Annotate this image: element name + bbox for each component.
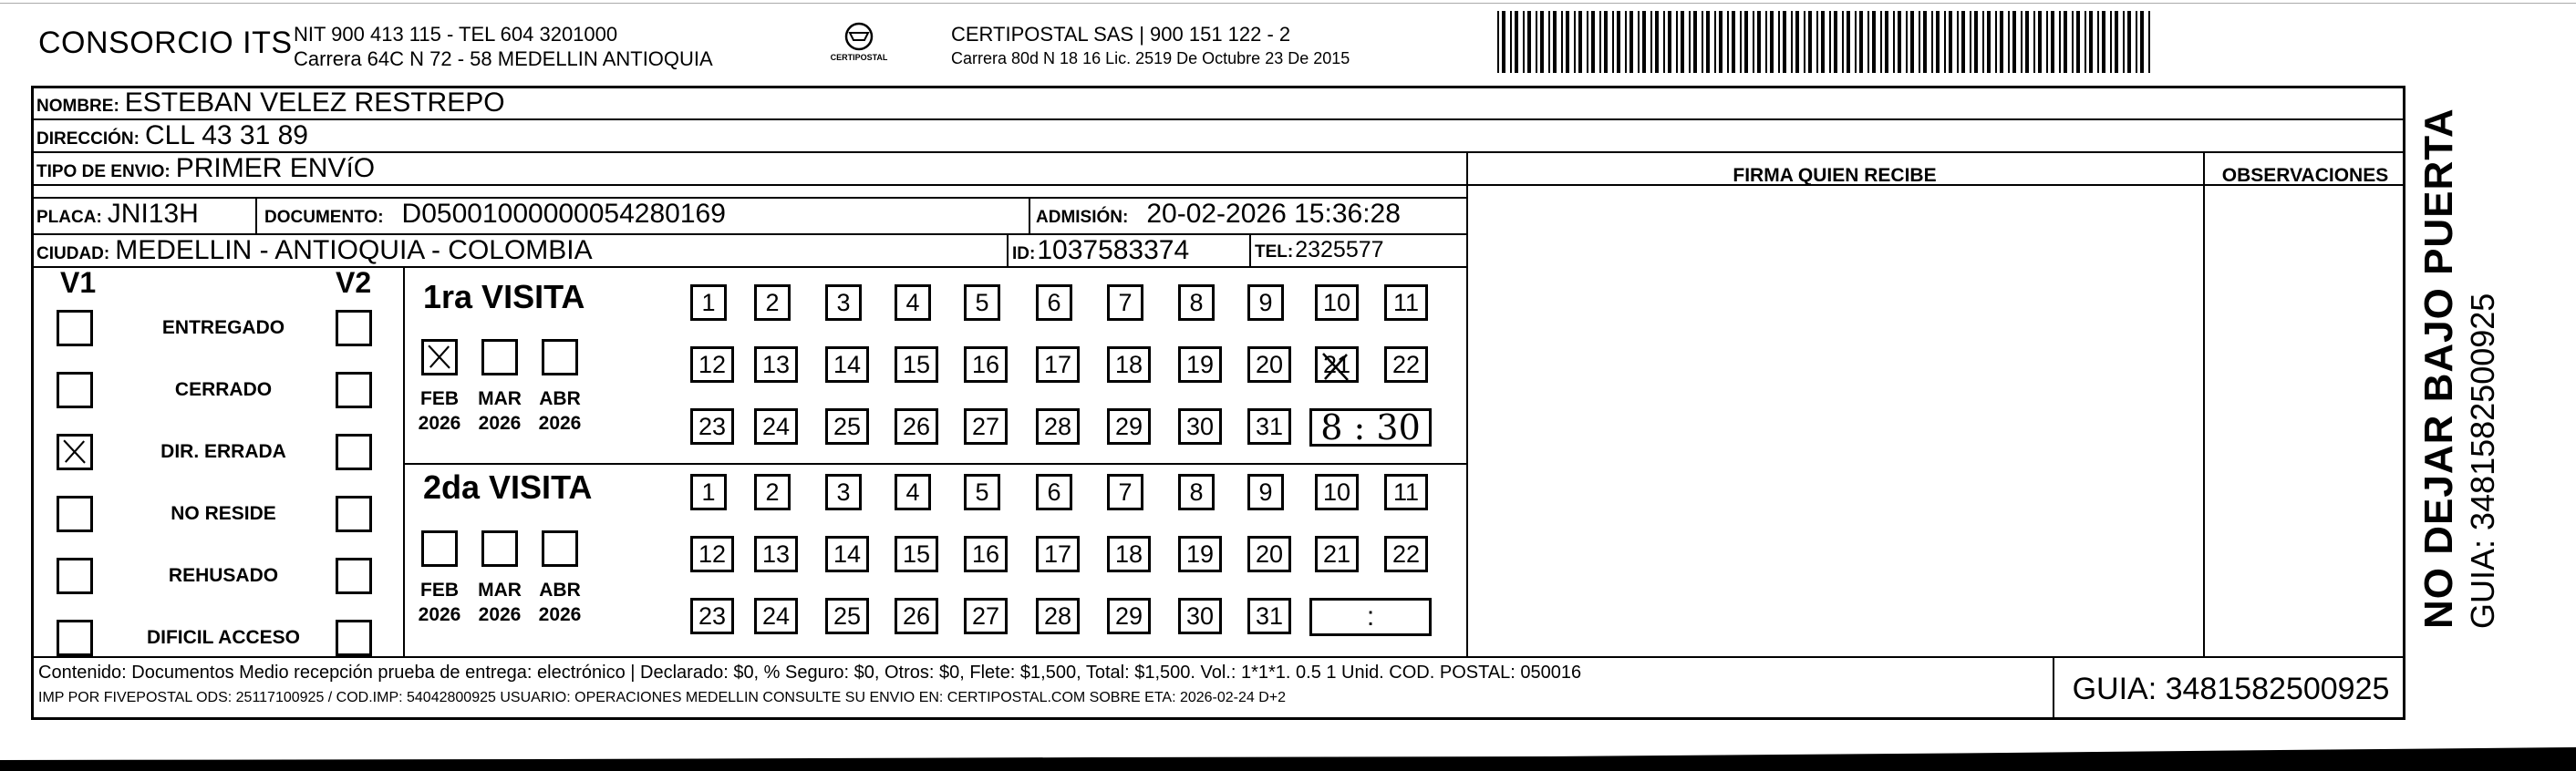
day-box[interactable] bbox=[1315, 536, 1359, 572]
day-number: 24 bbox=[761, 412, 791, 440]
nit-line: NIT 900 413 115 - TEL 604 3201000 bbox=[294, 23, 618, 46]
day-box[interactable] bbox=[1036, 598, 1080, 634]
day-number: 19 bbox=[1185, 540, 1215, 568]
day-box[interactable] bbox=[1178, 284, 1215, 321]
month-name: ABR bbox=[539, 580, 581, 601]
day-box[interactable] bbox=[754, 408, 798, 445]
admision-row bbox=[1036, 199, 1401, 230]
day-number: 7 bbox=[1118, 478, 1133, 506]
company-contact bbox=[294, 22, 713, 71]
day-box[interactable] bbox=[1178, 346, 1222, 383]
day-number: 31 bbox=[1255, 412, 1284, 440]
day-number: 20 bbox=[1255, 350, 1284, 378]
divider bbox=[255, 197, 257, 233]
tipo-envio-label: TIPO DE ENVIO: bbox=[36, 162, 171, 181]
day-number: 1 bbox=[701, 478, 716, 506]
placa-value: JNI13H bbox=[107, 199, 199, 229]
day-number: 4 bbox=[905, 478, 920, 506]
documento-row bbox=[264, 199, 726, 230]
status-label: ENTREGADO bbox=[161, 317, 285, 338]
month-year: 2026 bbox=[538, 413, 582, 434]
admision-label: ADMISIÓN: bbox=[1036, 208, 1129, 227]
v2-checkbox[interactable] bbox=[336, 434, 372, 470]
v2-header: V2 bbox=[336, 266, 372, 299]
day-box[interactable] bbox=[825, 408, 869, 445]
divider bbox=[403, 266, 405, 656]
day-box[interactable] bbox=[825, 284, 862, 321]
day-box[interactable] bbox=[690, 598, 734, 634]
month-label bbox=[474, 578, 525, 627]
day-number: 16 bbox=[971, 350, 1000, 378]
month-checkbox[interactable] bbox=[421, 339, 458, 375]
day-number: 17 bbox=[1043, 350, 1072, 378]
divider bbox=[1007, 233, 1009, 266]
day-number: 25 bbox=[833, 601, 862, 630]
documento-value: D05001000000054280169 bbox=[401, 199, 726, 229]
day-box[interactable] bbox=[690, 474, 727, 510]
x-mark-icon bbox=[424, 342, 455, 373]
month-checkbox[interactable] bbox=[421, 530, 458, 567]
month-label bbox=[414, 386, 465, 436]
day-box[interactable] bbox=[964, 598, 1008, 634]
day-number: 18 bbox=[1114, 540, 1143, 568]
day-box[interactable] bbox=[895, 474, 931, 510]
day-number: 14 bbox=[833, 540, 862, 568]
divider bbox=[31, 656, 2405, 658]
tel-value: 2325577 bbox=[1295, 237, 1384, 262]
month-year: 2026 bbox=[418, 413, 461, 434]
ciudad-row bbox=[36, 235, 593, 266]
day-box[interactable] bbox=[1107, 598, 1151, 634]
day-box[interactable] bbox=[1315, 474, 1359, 510]
divider bbox=[1249, 233, 1251, 266]
day-box[interactable] bbox=[1107, 536, 1151, 572]
day-number: 14 bbox=[833, 350, 862, 378]
day-box[interactable] bbox=[895, 598, 938, 634]
second-visit-time-value: : bbox=[1366, 601, 1375, 632]
month-year: 2026 bbox=[478, 604, 522, 625]
id-row bbox=[1012, 235, 1189, 266]
firma-header: FIRMA QUIEN RECIBE bbox=[1733, 165, 1937, 186]
day-number: 29 bbox=[1114, 601, 1143, 630]
day-box[interactable] bbox=[754, 536, 798, 572]
day-box[interactable] bbox=[1107, 474, 1143, 510]
address-line: Carrera 64C N 72 - 58 MEDELLIN ANTIOQUIA bbox=[294, 47, 713, 70]
day-box[interactable] bbox=[1178, 598, 1222, 634]
day-box[interactable] bbox=[1036, 536, 1080, 572]
v1-checkbox[interactable] bbox=[57, 310, 93, 346]
day-number: 18 bbox=[1114, 350, 1143, 378]
day-number: 28 bbox=[1043, 601, 1072, 630]
day-box[interactable] bbox=[895, 408, 938, 445]
day-number: 20 bbox=[1255, 540, 1284, 568]
day-box[interactable] bbox=[964, 346, 1008, 383]
day-box[interactable] bbox=[1036, 474, 1072, 510]
day-box[interactable] bbox=[1178, 536, 1222, 572]
day-box[interactable] bbox=[1315, 346, 1359, 383]
v1-header: V1 bbox=[60, 266, 97, 299]
certipostal-info bbox=[951, 22, 1350, 71]
nombre-label: NOMBRE: bbox=[36, 97, 119, 116]
day-number: 26 bbox=[902, 601, 931, 630]
day-number: 16 bbox=[971, 540, 1000, 568]
day-number: 30 bbox=[1185, 601, 1215, 630]
month-label bbox=[414, 578, 465, 627]
admision-value: 20-02-2026 15:36:28 bbox=[1146, 199, 1401, 229]
day-number: 31 bbox=[1255, 601, 1284, 630]
v2-checkbox[interactable] bbox=[336, 372, 372, 408]
day-number: 17 bbox=[1043, 540, 1072, 568]
day-box[interactable] bbox=[1036, 284, 1072, 321]
day-number: 23 bbox=[698, 412, 727, 440]
day-box[interactable] bbox=[754, 284, 791, 321]
x-mark-icon bbox=[1318, 349, 1354, 386]
month-name: FEB bbox=[420, 388, 459, 409]
day-number: 28 bbox=[1043, 412, 1072, 440]
second-visit-time bbox=[1309, 598, 1432, 636]
month-label bbox=[534, 578, 585, 627]
day-number: 11 bbox=[1392, 288, 1420, 316]
day-box[interactable] bbox=[964, 408, 1008, 445]
day-number: 4 bbox=[905, 288, 920, 316]
id-label: ID: bbox=[1012, 244, 1036, 263]
day-number: 22 bbox=[1391, 350, 1421, 378]
day-number: 3 bbox=[836, 288, 851, 316]
v1-checkbox[interactable] bbox=[57, 558, 93, 594]
v2-checkbox[interactable] bbox=[336, 558, 372, 594]
placa-row bbox=[36, 199, 199, 230]
divider bbox=[2203, 151, 2205, 656]
day-number: 19 bbox=[1185, 350, 1215, 378]
v2-checkbox[interactable] bbox=[336, 310, 372, 346]
day-box[interactable] bbox=[1384, 284, 1428, 321]
day-box[interactable] bbox=[895, 284, 931, 321]
day-box[interactable] bbox=[825, 474, 862, 510]
divider bbox=[31, 151, 2405, 153]
tipo-envio-value: PRIMER ENVíO bbox=[175, 153, 376, 183]
day-number: 23 bbox=[698, 601, 727, 630]
v2-checkbox[interactable] bbox=[336, 620, 372, 656]
direccion-label: DIRECCIÓN: bbox=[36, 129, 140, 149]
day-box[interactable] bbox=[1178, 408, 1222, 445]
day-box[interactable] bbox=[1315, 284, 1359, 321]
documento-label: DOCUMENTO: bbox=[264, 208, 384, 227]
day-box[interactable] bbox=[825, 536, 869, 572]
day-number: 8 bbox=[1189, 288, 1204, 316]
day-number: 5 bbox=[975, 288, 989, 316]
day-number: 15 bbox=[902, 540, 931, 568]
day-number: 8 bbox=[1189, 478, 1204, 506]
day-box[interactable] bbox=[1384, 346, 1428, 383]
day-box[interactable] bbox=[895, 536, 938, 572]
certipostal-line: CERTIPOSTAL SAS | 900 151 122 - 2 bbox=[951, 23, 1291, 46]
day-box[interactable] bbox=[895, 346, 938, 383]
month-year: 2026 bbox=[418, 604, 461, 625]
month-label bbox=[534, 386, 585, 436]
day-number: 21 bbox=[1322, 350, 1351, 378]
day-box[interactable] bbox=[1107, 408, 1151, 445]
month-checkbox[interactable] bbox=[481, 339, 518, 375]
tel-label: TEL: bbox=[1255, 242, 1294, 262]
status-label: NO RESIDE bbox=[171, 503, 276, 524]
day-box[interactable] bbox=[690, 536, 734, 572]
divider bbox=[31, 118, 2405, 120]
id-value: 1037583374 bbox=[1037, 235, 1190, 265]
day-box[interactable] bbox=[754, 598, 798, 634]
day-box[interactable] bbox=[1107, 284, 1143, 321]
day-number: 13 bbox=[761, 350, 791, 378]
day-number: 26 bbox=[902, 412, 931, 440]
v1-checkbox[interactable] bbox=[57, 620, 93, 656]
side-text bbox=[2416, 108, 2502, 629]
day-box[interactable] bbox=[964, 284, 1000, 321]
month-label bbox=[474, 386, 525, 436]
side-guia: GUIA: 3481582500925 bbox=[2464, 293, 2501, 629]
day-box[interactable] bbox=[1247, 408, 1291, 445]
v1-checkbox[interactable] bbox=[57, 372, 93, 408]
day-box[interactable] bbox=[964, 536, 1008, 572]
day-box[interactable] bbox=[690, 408, 734, 445]
day-number: 10 bbox=[1322, 478, 1351, 506]
day-number: 27 bbox=[971, 412, 1000, 440]
footer-imp: IMP POR FIVEPOSTAL ODS: 25117100925 / COD.IMP: 54042800925 USUARIO: OPERACIONES MEDELLIN CONSULTE SU ENVIO EN: CERTIPOSTAL.COM SOBRE ETA: 2026-02-24 D+2 bbox=[38, 690, 1287, 705]
first-visit-time bbox=[1309, 408, 1432, 447]
month-name: ABR bbox=[539, 388, 581, 409]
day-box[interactable] bbox=[1247, 598, 1291, 634]
first-visit-title: 1ra VISITA bbox=[423, 278, 585, 315]
day-number: 9 bbox=[1258, 288, 1273, 316]
certipostal-address: Carrera 80d N 18 16 Lic. 2519 De Octubre 23 De 2015 bbox=[951, 49, 1350, 67]
first-visit-time-value: 8 : 30 bbox=[1320, 407, 1421, 447]
v1-checkbox[interactable] bbox=[57, 496, 93, 532]
status-label: REHUSADO bbox=[168, 565, 279, 586]
tipo-envio-row bbox=[36, 153, 375, 184]
day-box[interactable] bbox=[825, 346, 869, 383]
divider bbox=[403, 463, 1467, 465]
day-box[interactable] bbox=[754, 474, 791, 510]
day-number: 27 bbox=[971, 601, 1000, 630]
second-visit-title: 2da VISITA bbox=[423, 468, 593, 506]
month-checkbox[interactable] bbox=[542, 339, 578, 375]
day-number: 10 bbox=[1322, 288, 1351, 316]
day-box[interactable] bbox=[964, 474, 1000, 510]
x-mark-icon bbox=[59, 437, 90, 468]
day-number: 7 bbox=[1118, 288, 1133, 316]
day-number: 6 bbox=[1047, 478, 1061, 506]
day-number: 6 bbox=[1047, 288, 1061, 316]
day-number: 12 bbox=[698, 540, 727, 568]
observaciones-header: OBSERVACIONES bbox=[2221, 165, 2389, 186]
month-year: 2026 bbox=[538, 604, 582, 625]
day-number: 2 bbox=[765, 478, 780, 506]
day-box[interactable] bbox=[1247, 536, 1291, 572]
status-label: CERRADO bbox=[174, 379, 273, 400]
day-number: 2 bbox=[765, 288, 780, 316]
tel-row bbox=[1255, 237, 1384, 263]
side-warning: NO DEJAR BAJO PUERTA bbox=[2416, 108, 2461, 629]
day-box[interactable] bbox=[690, 284, 727, 321]
divider bbox=[1029, 197, 1030, 233]
logo-text: CERTIPOSTAL bbox=[830, 53, 888, 62]
barcode bbox=[1497, 11, 2152, 73]
day-box[interactable] bbox=[1247, 474, 1284, 510]
day-number: 22 bbox=[1391, 540, 1421, 568]
day-number: 12 bbox=[698, 350, 727, 378]
day-number: 24 bbox=[761, 601, 791, 630]
footer-contents: Contenido: Documentos Medio recepción prueba de entrega: electrónico | Declarado: $0, % Seguro: $0, Otros: $0, Flete: $1,500, Total: $1,500. Vol.: 1*1*1. 0.5 1 Unid. COD. POSTAL: 050016 bbox=[38, 663, 1582, 683]
top-edge bbox=[0, 3, 2576, 4]
placa-label: PLACA: bbox=[36, 208, 102, 227]
day-number: 9 bbox=[1258, 478, 1273, 506]
divider bbox=[1466, 151, 1468, 656]
day-number: 15 bbox=[902, 350, 931, 378]
ciudad-label: CIUDAD: bbox=[36, 244, 110, 263]
nombre-row bbox=[36, 87, 505, 118]
month-year: 2026 bbox=[478, 413, 522, 434]
day-number: 1 bbox=[701, 288, 716, 316]
nombre-value: ESTEBAN VELEZ RESTREPO bbox=[124, 87, 505, 118]
day-box[interactable] bbox=[825, 598, 869, 634]
torn-edge bbox=[0, 729, 2576, 771]
footer-guia: GUIA: 3481582500925 bbox=[2053, 658, 2407, 720]
day-box[interactable] bbox=[690, 346, 734, 383]
status-label: DIFICIL ACCESO bbox=[146, 627, 300, 648]
day-box[interactable] bbox=[1247, 346, 1291, 383]
divider bbox=[31, 266, 1467, 268]
day-box[interactable] bbox=[754, 346, 798, 383]
company-name: CONSORCIO ITS bbox=[38, 26, 293, 60]
day-box[interactable] bbox=[1107, 346, 1151, 383]
day-box[interactable] bbox=[1178, 474, 1215, 510]
day-number: 21 bbox=[1322, 540, 1351, 568]
day-box[interactable] bbox=[1384, 474, 1428, 510]
month-name: FEB bbox=[420, 580, 459, 601]
day-box[interactable] bbox=[1036, 408, 1080, 445]
day-box[interactable] bbox=[1247, 284, 1284, 321]
day-box[interactable] bbox=[1036, 346, 1080, 383]
status-label: DIR. ERRADA bbox=[160, 441, 286, 462]
month-name: MAR bbox=[478, 388, 522, 409]
month-checkbox[interactable] bbox=[542, 530, 578, 567]
certipostal-logo bbox=[808, 20, 910, 64]
day-number: 11 bbox=[1392, 478, 1420, 506]
direccion-value: CLL 43 31 89 bbox=[144, 120, 308, 150]
day-box[interactable] bbox=[1384, 536, 1428, 572]
day-number: 25 bbox=[833, 412, 862, 440]
direccion-row bbox=[36, 120, 308, 151]
month-checkbox[interactable] bbox=[481, 530, 518, 567]
ciudad-value: MEDELLIN - ANTIOQUIA - COLOMBIA bbox=[115, 235, 593, 265]
day-number: 29 bbox=[1114, 412, 1143, 440]
v2-checkbox[interactable] bbox=[336, 496, 372, 532]
v1-checkbox[interactable] bbox=[57, 434, 93, 470]
day-number: 5 bbox=[975, 478, 989, 506]
day-number: 3 bbox=[836, 478, 851, 506]
day-number: 13 bbox=[761, 540, 791, 568]
month-name: MAR bbox=[478, 580, 522, 601]
day-number: 30 bbox=[1185, 412, 1215, 440]
